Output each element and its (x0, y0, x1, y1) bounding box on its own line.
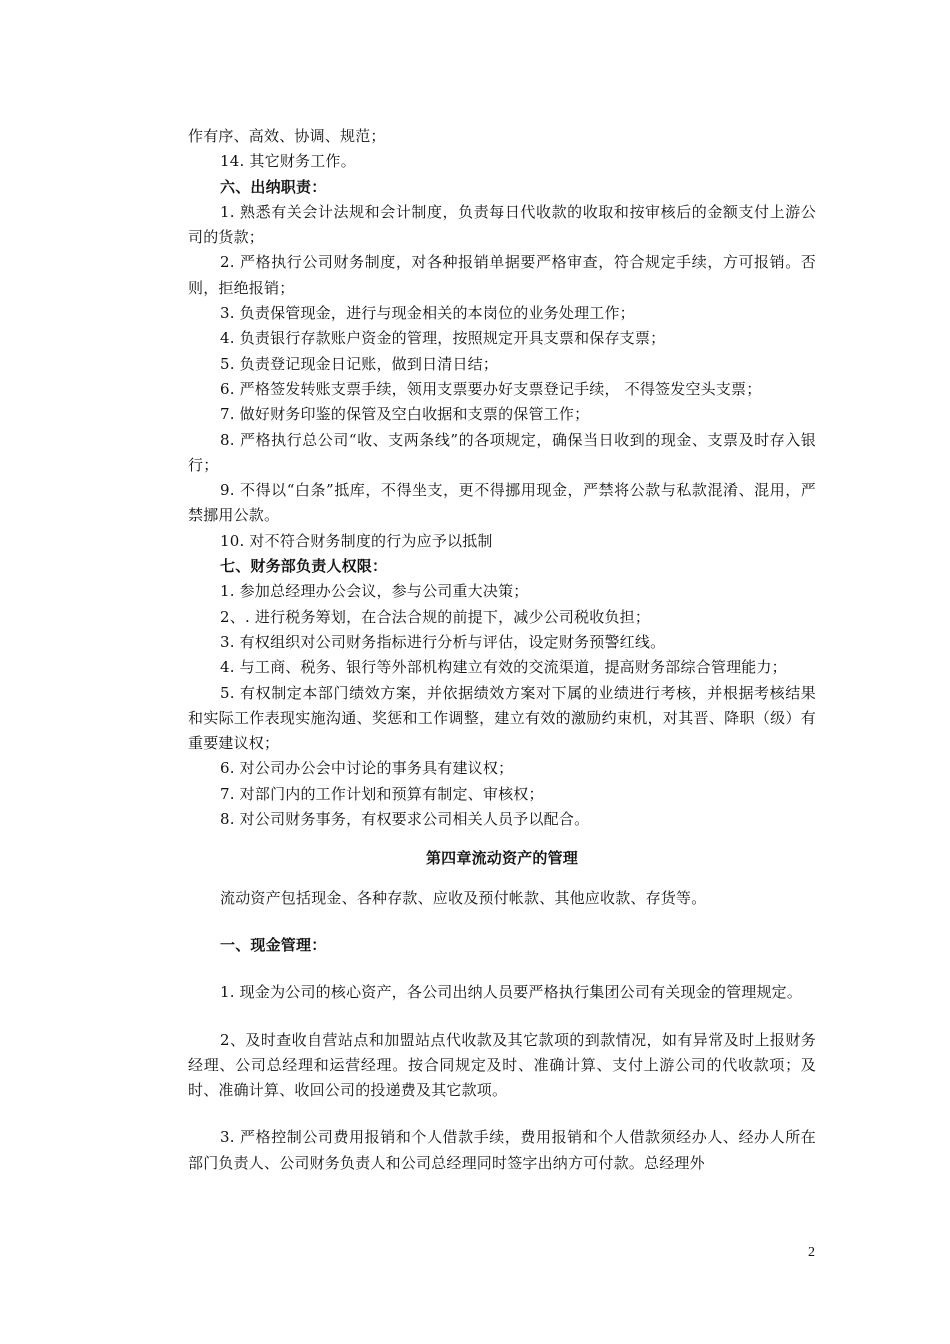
list-item: 9. 不得以“白条”抵库，不得坐支，更不得挪用现金，严禁将公款与私款混淆、混用，严禁挪用公款。 (188, 481, 816, 525)
list-item: 7. 对部门内的工作计划和预算有制定、审核权； (220, 784, 544, 803)
list-item: 1. 参加总经理办公会议，参与公司重大决策； (220, 582, 529, 601)
list-item: 7. 做好财务印鉴的保管及空白收据和支票的保管工作； (220, 405, 590, 424)
body-text (188, 124, 816, 1176)
list-item: 2、及时查收自营站点和加盟站点代收款及其它款项的到款情况，如有异常及时上报财务经理、公司总经理和运营经理。按合同规定及时、准确计算、支付上游公司的代收款项；及时、准确计算、收回公司的投递费及其它款项。 (188, 1030, 816, 1100)
list-item: 4. 负责银行存款账户资金的管理，按照规定开具支票和保存支票； (220, 329, 666, 348)
list-item: 6. 对公司办公会中讨论的事务具有建议权； (220, 759, 514, 778)
list-item: 5. 负责登记现金日记账，做到日清日结； (220, 354, 499, 373)
section-heading-finance-head: 七、财务部负责人权限： (220, 557, 388, 576)
list-item: 8. 严格执行总公司“收、支两条线”的各项规定，确保当日收到的现金、支票及时存入银行； (188, 430, 816, 474)
list-item: 5. 有权制定本部门绩效方案，并依据绩效方案对下属的业绩进行考核，并根据考核结果和实际工作表现实施沟通、奖惩和工作调整，建立有效的激励约束机，对其晋、降职（级）有重要建议权； (188, 683, 816, 753)
list-item: 8. 对公司财务事务，有权要求公司相关人员予以配合。 (220, 810, 590, 829)
list-item: 4. 与工商、税务、银行等外部机构建立有效的交流渠道，提高财务部综合管理能力； (220, 658, 787, 677)
list-item: 6. 严格签发转账支票手续，领用支票要办好支票登记手续， 不得签发空头支票； (220, 379, 762, 398)
list-item: 1. 熟悉有关会计法规和会计制度，负责每日代收款的收取和按审核后的金额支付上游公司的货款； (188, 202, 816, 247)
paragraph-continuation: 作有序、高效、协调、规范； (188, 127, 386, 145)
chapter-title: 第四章流动资产的管理 (425, 849, 578, 868)
list-item: 3. 严格控制公司费用报销和个人借款手续，费用报销和个人借款须经办人、经办人所在部门负责人、公司财务负责人和公司总经理同时签字出纳方可付款。总经理外 (188, 1128, 816, 1172)
list-item: 2、. 进行税务筹划，在合法合规的前提下，减少公司税收负担； (220, 607, 651, 626)
list-item: 1. 现金为公司的核心资产，各公司出纳人员要严格执行集团公司有关现金的管理规定。 (220, 983, 803, 1002)
list-item: 10. 对不符合财务制度的行为应予以抵制 (220, 531, 493, 550)
section-heading-cash-management: 一、现金管理： (220, 935, 327, 954)
list-item: 3. 有权组织对公司财务指标进行分析与评估，设定财务预警红线。 (220, 632, 666, 651)
list-item: 14. 其它财务工作。 (220, 152, 356, 171)
intro-paragraph: 流动资产包括现金、各种存款、应收及预付帐款、其他应收款、存货等。 (220, 888, 707, 907)
list-item: 2. 严格执行公司财务制度，对各种报销单据要严格审查，符合规定手续，方可报销。否则，拒绝报销； (188, 253, 816, 297)
list-item: 3. 负责保管现金，进行与现金相关的本岗位的业务处理工作； (220, 304, 635, 323)
page-number: 2 (808, 1245, 815, 1260)
section-heading-cashier: 六、出纳职责： (220, 177, 327, 196)
